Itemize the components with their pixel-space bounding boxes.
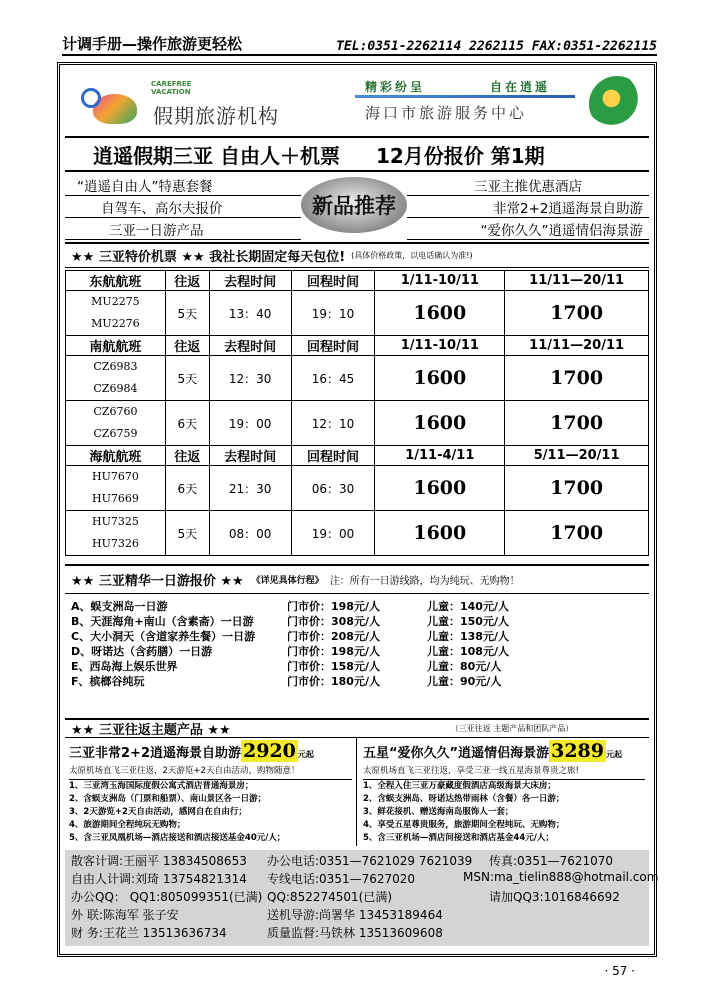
header-contact: TEL:0351-2262114 2262115 FAX:0351-2262115 bbox=[336, 39, 657, 54]
page-number: · 57 · bbox=[604, 964, 635, 978]
contact-entry: 办公QQ： QQ1:805099351(已满) bbox=[71, 890, 263, 904]
tour-name: F、槟榔谷纯玩 bbox=[71, 675, 145, 688]
tour-child-price: 儿童：108元/人 bbox=[427, 645, 509, 658]
tour-name: A、蜈支洲岛一日游 bbox=[71, 600, 168, 613]
contact-row bbox=[71, 870, 659, 888]
promo-right-1: 三亚主推优惠酒店 bbox=[407, 174, 649, 196]
departure-time: 19：00 bbox=[209, 401, 291, 446]
column-header: 去程时间 bbox=[209, 336, 291, 356]
tour-item bbox=[65, 673, 649, 688]
page-header bbox=[62, 32, 657, 56]
departure-time: 08：00 bbox=[209, 511, 291, 556]
tour-item bbox=[65, 658, 649, 673]
tour-price: 门市价：308元/人 bbox=[287, 615, 380, 628]
flight-row bbox=[66, 401, 649, 446]
flight-codes bbox=[66, 401, 166, 446]
trip-days: 5天 bbox=[165, 511, 209, 556]
contact-entry: 自由人计调:刘琦 13754821314 bbox=[71, 872, 247, 886]
tour-child-price: 儿童：138元/人 bbox=[427, 630, 509, 643]
flight-codes bbox=[66, 511, 166, 556]
tour-item bbox=[65, 598, 649, 613]
contact-entry: 专线电话:0351—7627020 bbox=[267, 872, 416, 886]
flight-section-header: ★★ 三亚特价机票 ★★ 我社长期固定每天包位! (具体价格政策，以电话确认为准!) bbox=[65, 242, 649, 268]
tour-price: 门市价：180元/人 bbox=[287, 675, 380, 688]
column-header: 1/11-10/11 bbox=[375, 271, 505, 291]
price-period-2: 1700 bbox=[505, 466, 649, 511]
column-header: 往返 bbox=[165, 446, 209, 466]
flight-code: CZ6983 bbox=[93, 360, 138, 373]
return-time: 19：00 bbox=[291, 511, 375, 556]
price-period-1: 1600 bbox=[375, 291, 505, 336]
departure-time: 21：30 bbox=[209, 466, 291, 511]
flight-code: HU7669 bbox=[91, 492, 139, 505]
theme-products bbox=[65, 718, 649, 844]
price-period-1: 1600 bbox=[375, 356, 505, 401]
brochure-frame bbox=[57, 62, 657, 957]
promo-left-3: 三亚一日游产品 bbox=[65, 218, 301, 240]
page-title: 逍遥假期三亚 自由人＋机票 12月份报价 第1期 bbox=[65, 136, 649, 172]
contact-row bbox=[71, 888, 643, 906]
contact-info bbox=[65, 850, 659, 946]
trip-days: 6天 bbox=[165, 466, 209, 511]
tour-item bbox=[65, 613, 649, 628]
return-time: 06：30 bbox=[291, 466, 375, 511]
return-time: 12：10 bbox=[291, 401, 375, 446]
tour-price: 门市价：158元/人 bbox=[287, 660, 380, 673]
contact-entry: 质量监督:马铁林 13513609608 bbox=[267, 926, 443, 940]
center-name: 海口市旅游服务中心 bbox=[365, 104, 528, 122]
flight-row bbox=[66, 291, 649, 336]
column-header: 去程时间 bbox=[209, 446, 291, 466]
tour-item bbox=[65, 643, 649, 658]
column-header: 往返 bbox=[165, 336, 209, 356]
brand-logo-icon bbox=[81, 80, 149, 128]
flight-code: CZ6760 bbox=[93, 405, 138, 418]
theme-section-header: ★★ 三亚往返主题产品 ★★ （三亚往返 主题产品和团队产品） bbox=[65, 718, 649, 738]
column-header: 海航航班 bbox=[66, 446, 166, 466]
flight-codes bbox=[66, 291, 166, 336]
contact-row bbox=[71, 924, 643, 942]
flight-code: HU7670 bbox=[91, 470, 139, 483]
promo-left-1: “逍遥自由人”特惠套餐 bbox=[65, 174, 301, 196]
flight-code: HU7326 bbox=[91, 537, 139, 550]
return-time: 16：45 bbox=[291, 356, 375, 401]
price-period-2: 1700 bbox=[505, 356, 649, 401]
tour-price: 门市价：198元/人 bbox=[287, 645, 380, 658]
contact-entry: 办公电话:0351—7621029 7621039 bbox=[267, 854, 473, 868]
tour-price: 门市价：208元/人 bbox=[287, 630, 380, 643]
departure-time: 12：30 bbox=[209, 356, 291, 401]
contact-entry: 送机导游:尚署华 13453189464 bbox=[267, 908, 443, 922]
flight-group-header bbox=[66, 271, 649, 291]
contact-entry: QQ:852274501(已满) bbox=[267, 890, 393, 904]
tour-child-price: 儿童：90元/人 bbox=[427, 675, 502, 688]
column-header: 东航航班 bbox=[66, 271, 166, 291]
tour-child-price: 儿童：140元/人 bbox=[427, 600, 509, 613]
column-header: 回程时间 bbox=[291, 336, 375, 356]
palm-tree-icon bbox=[589, 76, 645, 132]
contact-row bbox=[71, 906, 643, 924]
price-period-2: 1700 bbox=[505, 401, 649, 446]
tour-section-header: ★★ 三亚精华一日游报价 ★★ 《详见具体行程》 注：所有一日游线路，均为纯玩、无购物！ bbox=[65, 564, 649, 594]
contact-entry: 请加QQ3:1016846692 bbox=[489, 890, 620, 904]
header-title: 计调手册—操作旅游更轻松 bbox=[62, 35, 243, 53]
column-header: 南航航班 bbox=[66, 336, 166, 356]
price-period-1: 1600 bbox=[375, 466, 505, 511]
column-header: 回程时间 bbox=[291, 446, 375, 466]
tour-name: D、呀诺达（含药膳）一日游 bbox=[71, 645, 213, 658]
departure-time: 13：40 bbox=[209, 291, 291, 336]
flight-group-header bbox=[66, 446, 649, 466]
logo-area bbox=[65, 70, 649, 136]
tour-item bbox=[65, 628, 649, 643]
contact-row bbox=[71, 852, 643, 870]
column-header: 11/11—20/11 bbox=[505, 271, 649, 291]
column-header: 1/11-10/11 bbox=[375, 336, 505, 356]
flight-code: HU7325 bbox=[91, 515, 139, 528]
promo-grid bbox=[65, 174, 649, 242]
promo-right-2: 非常2+2逍遥海景自助游 bbox=[407, 196, 649, 218]
tour-child-price: 儿童：150元/人 bbox=[427, 615, 509, 628]
trip-days: 5天 bbox=[165, 356, 209, 401]
flight-code: CZ6759 bbox=[93, 427, 138, 440]
flight-row bbox=[66, 466, 649, 511]
price-period-1: 1600 bbox=[375, 401, 505, 446]
column-header: 11/11—20/11 bbox=[505, 336, 649, 356]
column-header: 1/11-4/11 bbox=[375, 446, 505, 466]
column-header: 往返 bbox=[165, 271, 209, 291]
flight-code: MU2275 bbox=[91, 295, 140, 308]
tour-list bbox=[65, 598, 649, 688]
price-period-1: 1600 bbox=[375, 511, 505, 556]
flight-codes bbox=[66, 466, 166, 511]
flight-code: MU2276 bbox=[91, 317, 140, 330]
flight-group-header bbox=[66, 336, 649, 356]
flight-row bbox=[66, 356, 649, 401]
slogan-1: 精彩纷呈 bbox=[365, 80, 426, 94]
tour-price: 门市价：198元/人 bbox=[287, 600, 380, 613]
contact-entry: 外 联:陈海军 张子安 bbox=[71, 908, 179, 922]
column-header: 回程时间 bbox=[291, 271, 375, 291]
logo-subtitle: CAREFREE VACATION bbox=[151, 80, 192, 96]
tour-child-price: 儿童：80元/人 bbox=[427, 660, 502, 673]
promo-left-2: 自驾车、高尔夫报价 bbox=[65, 196, 301, 218]
price-period-2: 1700 bbox=[505, 511, 649, 556]
theme-card-1: 三亚非常2+2逍遥海景自助游 2920 元起 太原机场直飞三亚往返，2天游览+2天自由活动，购物随意！ 1、三亚湾玉海国际度假公寓式酒店普通海景房； 2、含蜈支洲岛（门票和船票）、南山景区各一日游； 3、2天游览+2天自由活动，感网自在自由行； 4、旅游期间全程纯玩无购物； 5、含三亚凤凰机场—酒店接送和酒店接送基金40元/人； bbox=[65, 738, 357, 846]
contact-entry: 散客计调:王丽平 13834508653 bbox=[71, 854, 247, 868]
trip-days: 5天 bbox=[165, 291, 209, 336]
flight-row bbox=[66, 511, 649, 556]
column-header: 5/11—20/11 bbox=[505, 446, 649, 466]
flight-codes bbox=[66, 356, 166, 401]
theme-card-2: 五星“爱你久久”逍遥情侣海景游 3289 元起 太原机场直飞三亚往返，享受三亚一线五星海景尊贵之旅! 1、全程入住三亚万豪藏度假酒店高级海景大床房； 2、含蜈支洲岛、呀诺达热带雨林（含餐）各一日游； 3、鲜花接机、赠送海南岛服饰人一套； 4、享受五星尊贵服务，旅游期间全程纯玩、无购物； 5、含三亚机场—酒店间接送和酒店基金44元/人； bbox=[359, 738, 649, 846]
tour-name: B、天涯海角+南山（含素斋）一日游 bbox=[71, 615, 254, 628]
flight-code: CZ6984 bbox=[93, 382, 138, 395]
trip-days: 6天 bbox=[165, 401, 209, 446]
contact-entry: 传真:0351—7621070 bbox=[489, 854, 614, 868]
slogan-2: 自在逍遥 bbox=[490, 80, 551, 94]
column-header: 去程时间 bbox=[209, 271, 291, 291]
logo-name: 假期旅游机构 bbox=[153, 104, 279, 128]
flight-price-table bbox=[65, 270, 649, 556]
divider bbox=[355, 95, 575, 98]
tour-name: C、大小洞天（含道家养生餐）一日游 bbox=[71, 630, 256, 643]
return-time: 19：10 bbox=[291, 291, 375, 336]
new-product-badge: 新品推荐 bbox=[301, 177, 407, 233]
promo-right-3: “爱你久久”逍遥情侣海景游 bbox=[407, 218, 649, 240]
price-period-2: 1700 bbox=[505, 291, 649, 336]
contact-entry: MSN:ma_tielin888@hotmail.com bbox=[463, 870, 659, 884]
tour-name: E、西岛海上娱乐世界 bbox=[71, 660, 178, 673]
contact-entry: 财 务:王花兰 13513636734 bbox=[71, 926, 227, 940]
